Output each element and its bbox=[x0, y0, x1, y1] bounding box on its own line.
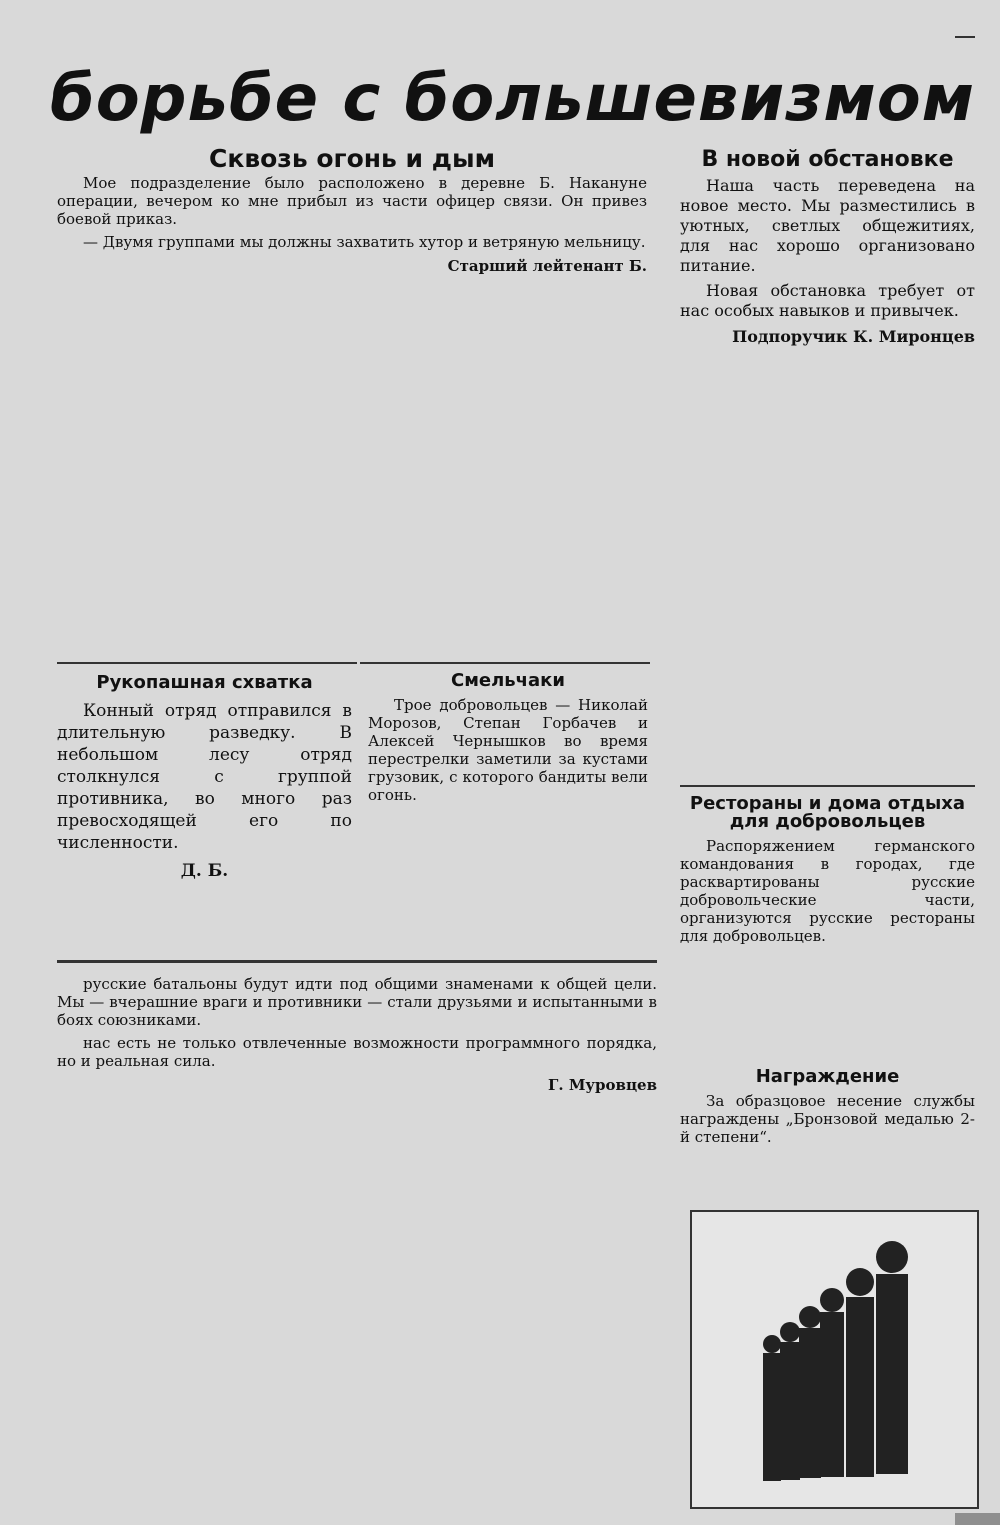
divider bbox=[57, 662, 357, 664]
article-restorany bbox=[680, 795, 975, 1050]
article-signature: Подпоручик К. Миронцев bbox=[732, 327, 975, 346]
main-headline: борьбе с большевизмом bbox=[50, 62, 976, 136]
article-signature: Г. Муровцев bbox=[548, 1076, 657, 1094]
article-title: В новой обстановке bbox=[701, 147, 954, 172]
article-paragraph: Распоряжением германского командования в городах, где расквартированы русские добровольческие части, организуются русские рестораны для добровольцев. bbox=[680, 837, 975, 945]
article-smelchaki bbox=[368, 672, 648, 942]
article-title: Награждение bbox=[755, 1066, 900, 1087]
article-title: Сквозь огонь и дым bbox=[209, 144, 495, 173]
soldiers-drawing bbox=[692, 1212, 977, 1507]
article-paragraph: Конный отряд отправился в длительную разведку. В небольшом лесу отряд столкнулся с группой противника, во много раз превосходящей его по численности. bbox=[57, 701, 352, 853]
article-paragraph: русские батальоны будут идти под общими знаменами к общей цели. Мы — вчерашние враги и противники — стали друзьями и испытанными в боях союзниками. bbox=[57, 975, 657, 1029]
article-nagrazhdenie bbox=[680, 1068, 975, 1198]
article-signature: Старший лейтенант Б. bbox=[447, 257, 647, 275]
article-paragraph: За образцовое несение службы награждены „Бронзовой медалью 2-й степени“. bbox=[680, 1092, 975, 1146]
article-title: Рукопашная схватка bbox=[96, 672, 313, 693]
article-paragraph: нас есть не только отвлеченные возможности программного порядка, но и реальная сила. bbox=[57, 1034, 657, 1070]
article-title: Рестораны и дома отдыха для добровольцев bbox=[689, 793, 966, 832]
article-paragraph: Мое подразделение было расположено в деревне Б. Накануне операции, вечером ко мне прибыл из части офицер связи. Он привез боевой приказ. bbox=[57, 174, 647, 228]
article-paragraph: Новая обстановка требует от нас особых навыков и привычек. bbox=[680, 281, 975, 320]
article-paragraph: Трое добровольцев — Николай Морозов, Степан Горбачев и Алексей Чернышков во время перестрелки заметили за кустами грузовик, с которого бандиты вели огонь. bbox=[368, 696, 648, 804]
soldiers-illustration bbox=[690, 1210, 979, 1509]
article-title: Смельчаки bbox=[450, 670, 566, 691]
article-main-continuation bbox=[57, 975, 657, 1505]
divider bbox=[57, 960, 657, 963]
divider bbox=[360, 662, 650, 664]
article-skvoz-ogon bbox=[57, 144, 647, 655]
article-paragraph: — Двумя группами мы должны захватить хутор и ветряную мельницу. bbox=[83, 233, 646, 251]
article-paragraph: Наша часть переведена на новое место. Мы разместились в уютных, светлых общежитиях, для нас хорошо организовано питание. bbox=[680, 176, 975, 275]
article-novaya-obstanovka bbox=[680, 147, 975, 770]
article-signature: Д. Б. bbox=[180, 861, 229, 881]
masthead bbox=[55, 10, 975, 38]
article-rukopashnaya bbox=[57, 672, 352, 942]
divider bbox=[680, 785, 975, 787]
